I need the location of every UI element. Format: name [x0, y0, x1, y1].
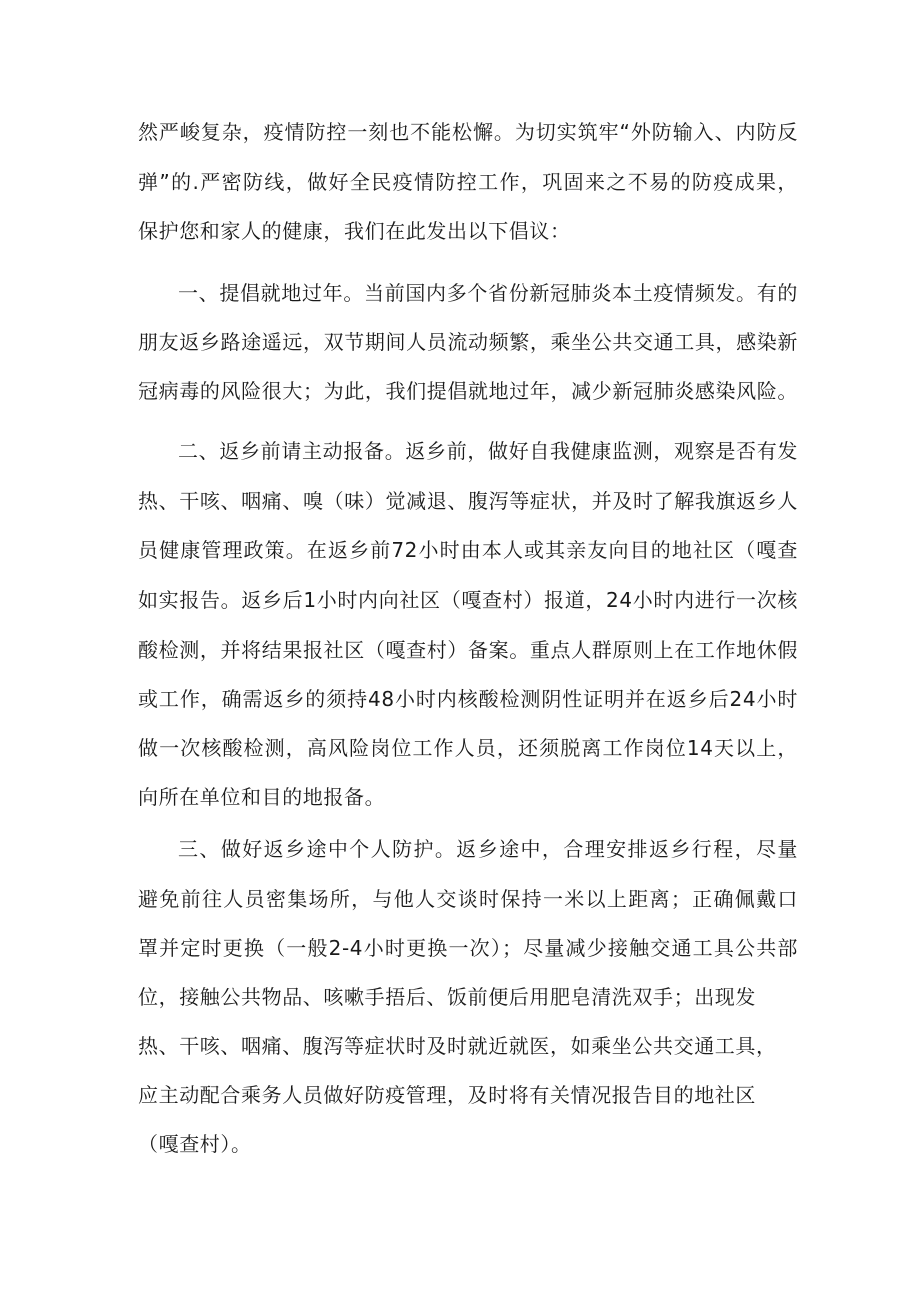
paragraph-line: 冠病毒的风险很大；为此，我们提倡就地过年，减少新冠肺炎感染风险。	[138, 379, 798, 403]
intro-line: 然严峻复杂，疫情防控一刻也不能松懈。为切实筑牢“外防输入、内防反	[138, 120, 798, 144]
paragraph-line: 应主动配合乘务人员做好防疫管理，及时将有关情况报告目的地社区	[138, 1083, 756, 1107]
paragraph-line: 员健康管理政策。在返乡前72小时由本人或其亲友向目的地社区（嘎查	[138, 538, 798, 562]
paragraph-line: 如实报告。返乡后1小时内向社区（嘎查村）报道，24小时内进行一次核	[138, 588, 798, 612]
paragraph-line: 位，接触公共物品、咳嗽手捂后、饭前便后用肥皂清洗双手；出现发	[138, 985, 756, 1009]
paragraph-line: 热、干咳、咽痛、腹泻等症状时及时就近就医，如乘坐公共交通工具，	[138, 1034, 777, 1058]
paragraph-line: 或工作，确需返乡的须持48小时内核酸检测阴性证明并在返乡后24小时	[138, 687, 798, 711]
paragraph-line: （嘎查村）。	[138, 1132, 252, 1156]
paragraph-line: 做一次核酸检测，高风险岗位工作人员，还须脱离工作岗位14天以上，	[138, 736, 798, 760]
paragraph-line: 三、做好返乡途中个人防护。返乡途中，合理安排返乡行程，尽量	[178, 837, 798, 861]
paragraph-line: 二、返乡前请主动报备。返乡前，做好自我健康监测，观察是否有发	[178, 439, 798, 463]
paragraph-line: 酸检测，并将结果报社区（嘎查村）备案。重点人群原则上在工作地休假	[138, 638, 798, 662]
intro-line: 弹”的.严密防线，做好全民疫情防控工作，巩固来之不易的防疫成果，	[138, 170, 798, 194]
paragraph-line: 热、干咳、咽痛、嗅（味）觉减退、腹泻等症状，并及时了解我旗返乡人	[138, 489, 798, 513]
paragraph-line: 避免前往人员密集场所，与他人交谈时保持一米以上距离；正确佩戴口	[138, 887, 798, 911]
paragraph-line: 罩并定时更换（一般2-4小时更换一次）；尽量减少接触交通工具公共部	[138, 936, 798, 960]
paragraph-line: 朋友返乡路途遥远，双节期间人员流动频繁，乘坐公共交通工具，感染新	[138, 330, 798, 354]
paragraph-line: 向所在单位和目的地报备。	[138, 785, 386, 809]
paragraph-line: 一、提倡就地过年。当前国内多个省份新冠肺炎本土疫情频发。有的	[178, 281, 798, 305]
intro-line: 保护您和家人的健康，我们在此发出以下倡议：	[138, 219, 571, 243]
